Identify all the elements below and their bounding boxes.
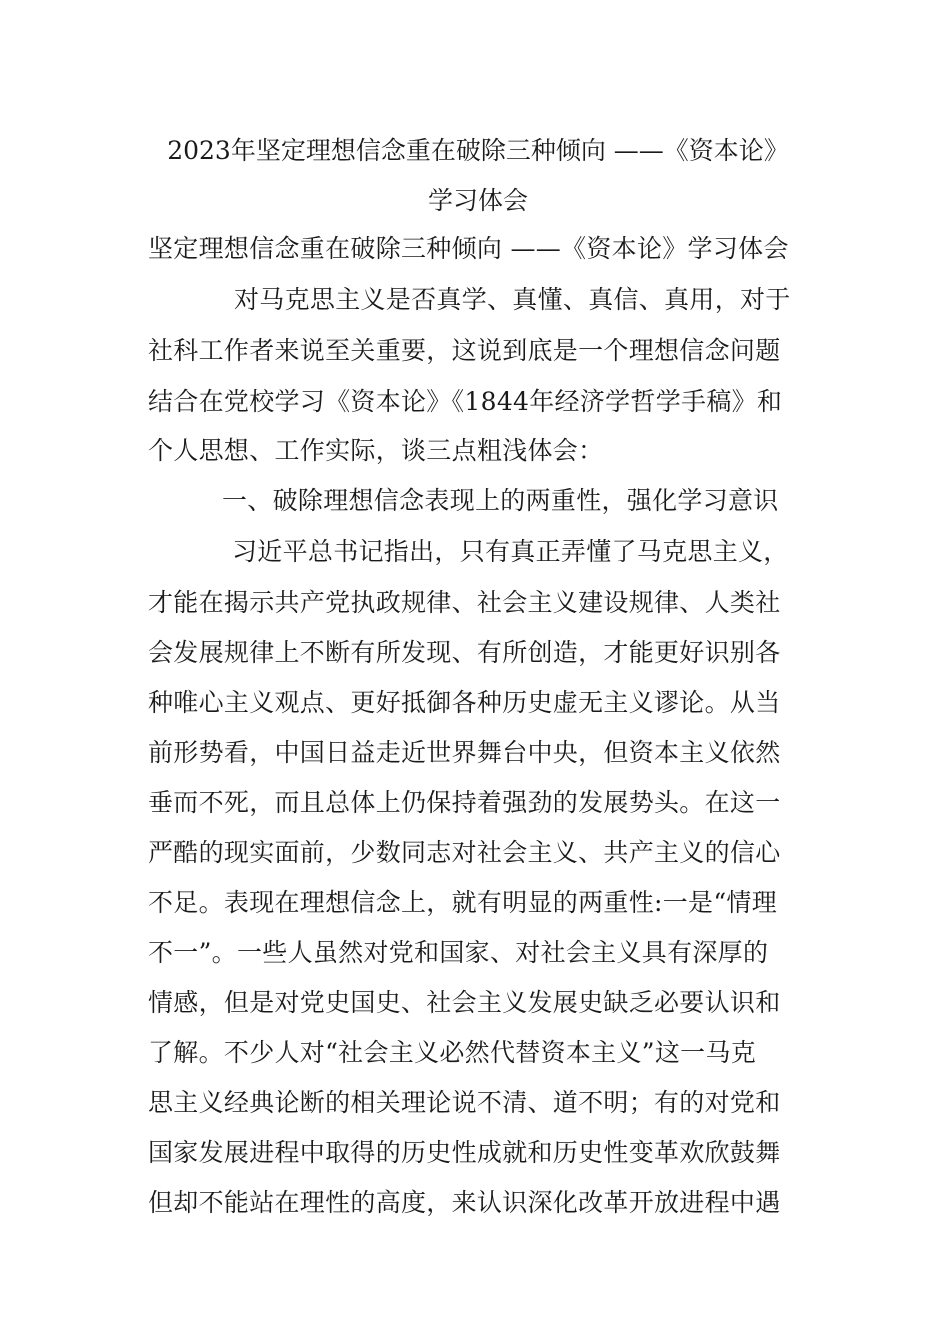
paragraph-line: 不一”。一些人虽然对党和国家、对社会主义具有深厚的	[148, 938, 769, 967]
paragraph-line: 对马克思主义是否真学、真懂、真信、真用，对于	[234, 285, 791, 314]
paragraph-line: 个人思想、工作实际，谈三点粗浅体会：	[148, 436, 604, 465]
paragraph-line: 思主义经典论断的相关理论说不清、道不明；有的对党和	[148, 1088, 781, 1117]
section-heading: 一、破除理想信念表现上的两重性，强化学习意识	[222, 486, 779, 515]
subtitle-line: 坚定理想信念重在破除三种倾向 ——《资本论》学习体会	[148, 234, 789, 263]
paragraph-line: 前形势看，中国日益走近世界舞台中央，但资本主义依然	[148, 738, 781, 767]
paragraph-line: 结合在党校学习《资本论》《1844年经济学哲学手稿》和	[148, 387, 783, 416]
paragraph-line: 严酷的现实面前，少数同志对社会主义、共产主义的信心	[148, 838, 781, 867]
paragraph-line: 垂而不死，而且总体上仍保持着强劲的发展势头。在这一	[148, 788, 781, 817]
document-title-line-2: 学习体会	[427, 186, 528, 215]
document-title-line-1: 2023年坚定理想信念重在破除三种倾向 ——《资本论》	[167, 136, 789, 165]
paragraph-line: 种唯心主义观点、更好抵御各种历史虚无主义谬论。从当	[148, 688, 781, 717]
paragraph-line: 不足。表现在理想信念上，就有明显的两重性:一是“情理	[148, 888, 778, 917]
paragraph-line: 但却不能站在理性的高度，来认识深化改革开放进程中遇	[148, 1188, 781, 1217]
paragraph-line: 会发展规律上不断有所发现、有所创造，才能更好识别各	[148, 638, 781, 667]
paragraph-line: 了解。不少人对“社会主义必然代替资本主义”这一马克	[148, 1038, 757, 1067]
paragraph-line: 国家发展进程中取得的历史性成就和历史性变革欢欣鼓舞	[148, 1138, 781, 1167]
paragraph-line: 社科工作者来说至关重要，这说到底是一个理想信念问题	[148, 336, 781, 365]
paragraph-line: 才能在揭示共产党执政规律、社会主义建设规律、人类社	[148, 588, 781, 617]
paragraph-line: 情感，但是对党史国史、社会主义发展史缺乏必要认识和	[148, 988, 781, 1017]
paragraph-line: 习近平总书记指出，只有真正弄懂了马克思主义，	[232, 537, 789, 566]
